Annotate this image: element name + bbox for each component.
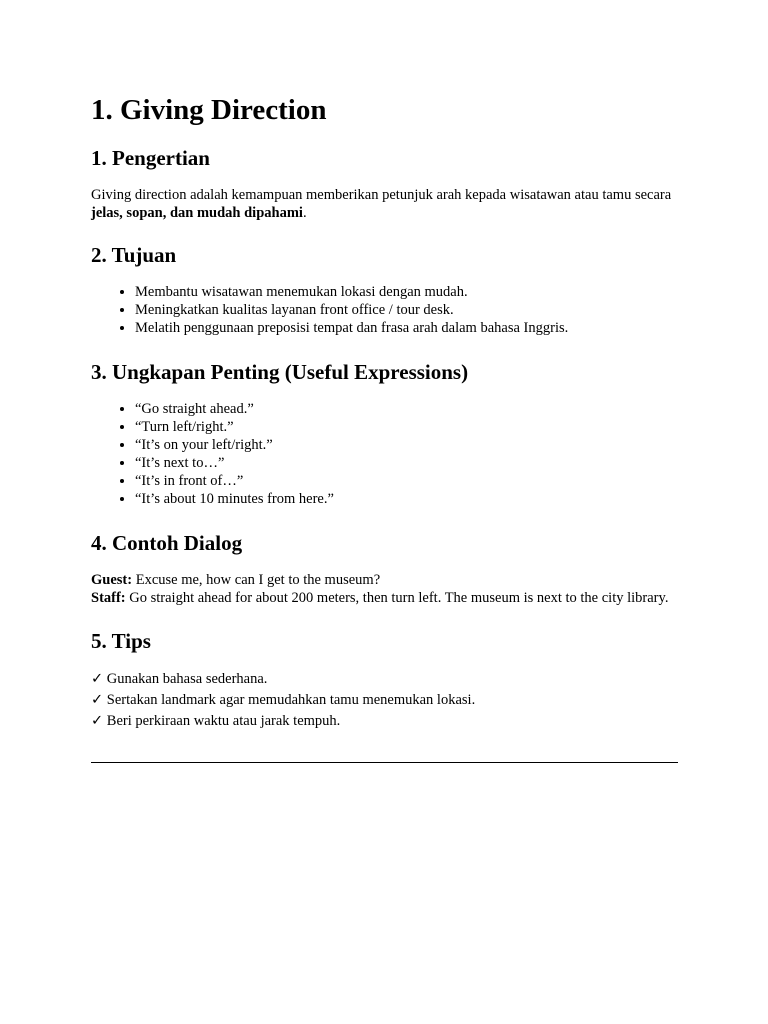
expressions-list (91, 400, 681, 508)
dialog-text: Excuse me, how can I get to the museum? (132, 572, 381, 588)
list-item: • “It’s about 10 minutes from here.” (135, 490, 681, 508)
horizontal-rule (91, 762, 678, 763)
list-item: • “It’s in front of…” (135, 472, 681, 490)
tips-list (91, 669, 681, 732)
list-item: • “Turn left/right.” (135, 418, 681, 436)
tujuan-list (91, 283, 681, 337)
list-item: • Membantu wisatawan menemukan lokasi dengan mudah. (135, 283, 681, 301)
pengertian-text: Giving direction adalah kemampuan memberikan petunjuk arah kepada wisatawan atau tamu secara (91, 187, 672, 203)
tip-item: ✓ Sertakan landmark agar memudahkan tamu menemukan lokasi. (91, 692, 476, 708)
speaker-label: Guest: (91, 572, 133, 588)
list-item: • Meningkatkan kualitas layanan front office / tour desk. (135, 301, 681, 319)
section-heading-pengertian: 1. Pengertian (91, 146, 210, 170)
section-heading-dialog: 4. Contoh Dialog (91, 531, 243, 555)
section-heading-tujuan: 2. Tujuan (91, 243, 177, 267)
list-item: • “Go straight ahead.” (135, 400, 681, 418)
dialog-line-staff (91, 589, 681, 607)
dialog-block (91, 571, 681, 607)
tip-item: ✓ Beri perkiraan waktu atau jarak tempuh. (91, 713, 341, 729)
section-heading-tips: 5. Tips (91, 629, 151, 653)
list-item: • Melatih penggunaan preposisi tempat dan frasa arah dalam bahasa Inggris. (135, 319, 681, 337)
dialog-line-guest (91, 571, 681, 589)
list-item: • “It’s next to…” (135, 454, 681, 472)
document-title: 1. Giving Direction (91, 94, 327, 126)
speaker-label: Staff: (91, 590, 126, 606)
section-heading-ungkapan: 3. Ungkapan Penting (Useful Expressions) (91, 360, 469, 384)
list-item: • “It’s on your left/right.” (135, 436, 681, 454)
pengertian-bold-text: jelas, sopan, dan mudah dipahami (91, 205, 303, 221)
tip-item: ✓ Gunakan bahasa sederhana. (91, 671, 268, 687)
pengertian-paragraph (91, 186, 681, 222)
pengertian-text-end: . (302, 205, 307, 221)
document-page (91, 93, 681, 763)
dialog-text: Go straight ahead for about 200 meters, then turn left. The museum is next to the city library. (125, 590, 669, 606)
